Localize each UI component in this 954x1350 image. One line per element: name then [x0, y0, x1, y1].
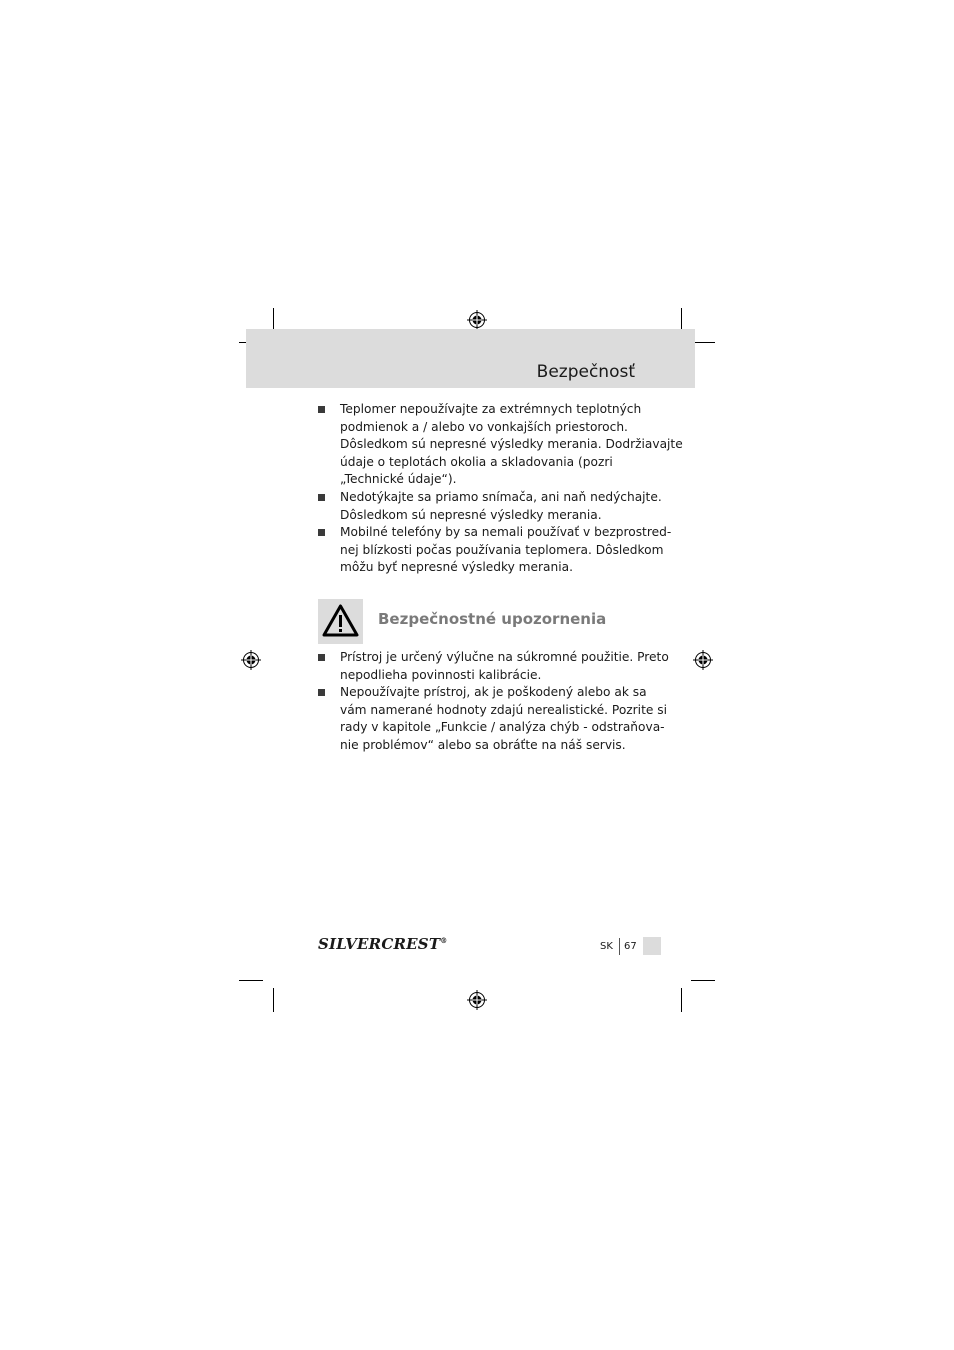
footer-tab — [643, 937, 661, 955]
registration-mark-icon — [241, 650, 261, 670]
page-title: Bezpečnosť — [536, 362, 635, 382]
brand-logo: SILVERCREST® — [318, 935, 448, 953]
warning-box — [318, 599, 363, 644]
warning-heading: Bezpečnostné upozornenia — [378, 610, 607, 628]
safety-list — [318, 401, 683, 577]
list-item: Teplomer nepoužívajte za extrémnych teplotných podmienok a / alebo vo vonkajších priestoroch. Dôsledkom sú nepresné výsledky merania. Dodržiavajte údaje o teplotách okolia a skladovania (pozri „Technické údaje“). — [318, 401, 648, 489]
registration-mark-icon — [467, 990, 487, 1010]
list-item: Mobilné telefóny by sa nemali používať v bezprostred- nej blízkosti počas používania teplomera. Dôsledkom môžu byť nepresné výsledky merania. — [318, 524, 648, 577]
section-header — [246, 329, 695, 388]
square-bullet-icon — [318, 494, 325, 501]
square-bullet-icon — [318, 654, 325, 661]
warning-list — [318, 649, 669, 755]
page-number: 67 — [624, 941, 637, 952]
square-bullet-icon — [318, 529, 325, 536]
warning-triangle-icon — [318, 599, 363, 644]
crop-mark — [681, 988, 682, 1012]
language-code: SK — [600, 941, 613, 952]
crop-mark — [239, 980, 263, 981]
footer-divider — [619, 938, 620, 955]
list-item: Prístroj je určený výlučne na súkromné použitie. Preto nepodlieha povinnosti kalibrácie. — [318, 649, 648, 684]
registration-mark-icon — [467, 310, 487, 330]
list-item: Nepoužívajte prístroj, ak je poškodený alebo ak sa vám namerané hodnoty zdajú nerealistické. Pozrite si rady v kapitole „Funkcie / analýza chýb - odstraňova- nie problémov“ alebo sa obráťte na náš servis. — [318, 684, 648, 754]
crop-mark — [273, 988, 274, 1012]
list-item: Nedotýkajte sa priamo snímača, ani naň nedýchajte. Dôsledkom sú nepresné výsledky merania. — [318, 489, 648, 524]
registration-mark-icon — [693, 650, 713, 670]
square-bullet-icon — [318, 406, 325, 413]
square-bullet-icon — [318, 689, 325, 696]
crop-mark — [691, 980, 715, 981]
